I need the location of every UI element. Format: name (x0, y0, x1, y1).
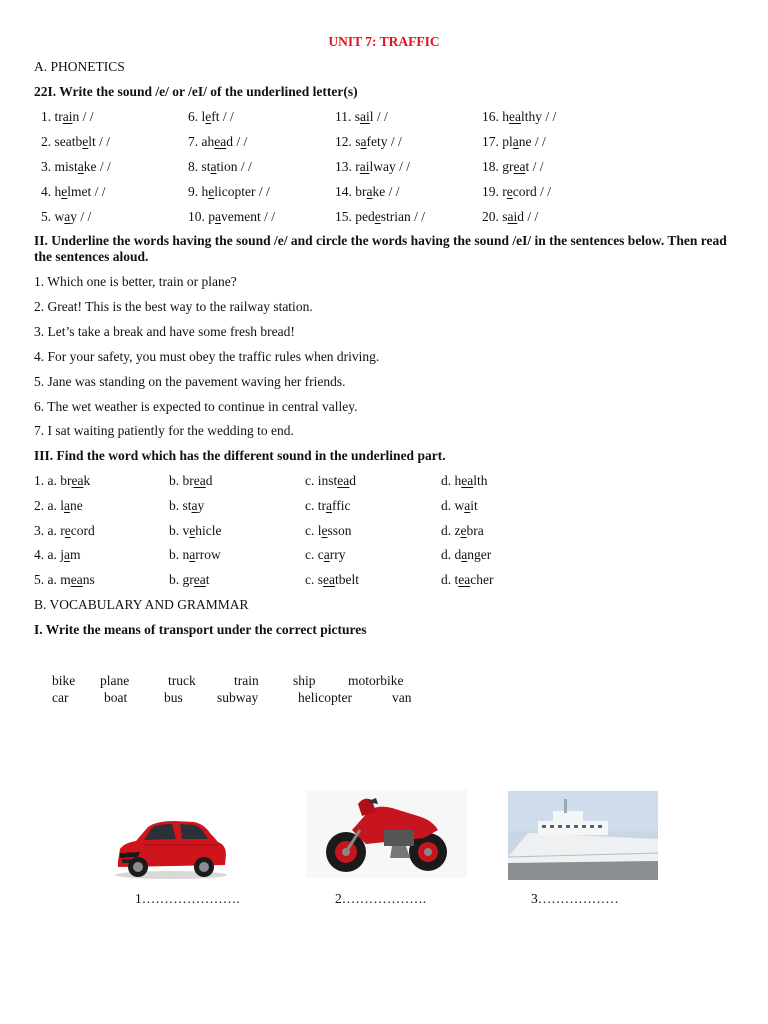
word-bank-item: bike (52, 673, 76, 688)
underlined-letters: ea (71, 473, 84, 488)
underlined-letters: e (460, 523, 467, 538)
phonetics-item: 7. ahead / / (188, 134, 248, 149)
underlined-letters: e (205, 109, 212, 124)
word-bank-item: boat (104, 690, 128, 705)
word-bank-item: motorbike (348, 673, 404, 688)
car-picture (110, 815, 232, 881)
underlined-letters: e (208, 184, 215, 199)
choice-option: 5. a. means (34, 572, 95, 587)
choice-option: b. vehicle (169, 523, 222, 538)
phonetics-item: 2. seatbelt / / (41, 134, 111, 149)
phonetics-item: 19. record / / (482, 184, 551, 199)
phonetics-item: 6. left / / (188, 109, 234, 124)
underlined-letters: ea (461, 473, 474, 488)
sentence: 2. Great! This is the best way to the railway station. (34, 299, 313, 314)
phonetics-item: 15. pedestrian / / (335, 209, 425, 224)
sentence: 4. For your safety, you must obey the traffic rules when driving. (34, 349, 380, 364)
phonetics-item: 10. pavement / / (188, 209, 275, 224)
underlined-letters: e (82, 134, 89, 149)
underlined-letters: a (366, 184, 373, 199)
underlined-letters: e (321, 523, 328, 538)
underlined-letters: e (61, 184, 68, 199)
underlined-letters: ea (337, 473, 350, 488)
underlined-letters: a (323, 547, 330, 562)
phonetics-item: 4. helmet / / (41, 184, 106, 199)
answer-blank-2[interactable]: 2………………. (335, 891, 427, 906)
underlined-letters: ea (193, 473, 206, 488)
exercise-2-instruction: II. Underline the words having the sound /e/ and circle the words having the sound /eI/ in the sentences below. Then read the sentences aloud. (34, 233, 727, 264)
underlined-letters: ai (360, 109, 370, 124)
choice-option: b. bread (169, 473, 213, 488)
section-b-heading: B. VOCABULARY AND GRAMMAR (34, 597, 249, 612)
phonetics-item: 3. mistake / / (41, 159, 111, 174)
choice-option: c. seatbelt (305, 572, 359, 587)
ship-picture (508, 791, 658, 880)
sentence: 3. Let’s take a break and have some fresh bread! (34, 324, 295, 339)
sentence: 5. Jane was standing on the pavement waving her friends. (34, 374, 346, 389)
choice-option: 1. a. break (34, 473, 91, 488)
answer-blank-3[interactable]: 3……………… (531, 891, 619, 906)
phonetics-item: 1. train / / (41, 109, 94, 124)
word-bank-item: train (234, 673, 259, 688)
phonetics-item: 16. healthy / / (482, 109, 557, 124)
choice-option: d. wait (441, 498, 478, 513)
underlined-letters: ea (193, 572, 206, 587)
word-bank-item: plane (100, 673, 130, 688)
choice-option: c. traffic (305, 498, 351, 513)
underlined-letters: a (210, 159, 217, 174)
choice-option: d. danger (441, 547, 492, 562)
underlined-letters: ai (507, 209, 518, 224)
exercise-4-instruction: I. Write the means of transport under the correct pictures (34, 622, 367, 637)
page-title: UNIT 7: TRAFFIC (328, 34, 440, 49)
word-bank-item: subway (217, 690, 259, 705)
choice-option: d. health (441, 473, 488, 488)
underlined-letters: a (191, 498, 198, 513)
choice-option: b. stay (169, 498, 205, 513)
underlined-letters: a (512, 134, 519, 149)
word-bank-item: car (52, 690, 69, 705)
sentence: 1. Which one is better, train or plane? (34, 274, 237, 289)
phonetics-item: 20. said / / (482, 209, 539, 224)
underlined-letters: e (374, 209, 381, 224)
choice-option: 3. a. record (34, 523, 95, 538)
section-a-heading: A. PHONETICS (34, 59, 125, 74)
choice-option: c. instead (305, 473, 356, 488)
word-bank-item: van (392, 690, 412, 705)
underlined-letters: ai (359, 159, 370, 174)
motorbike-picture (306, 790, 467, 878)
underlined-letters: ea (509, 109, 521, 124)
word-bank-item: helicopter (298, 690, 352, 705)
sentence: 6. The wet weather is expected to continue in central valley. (34, 399, 358, 414)
underlined-letters: ea (214, 134, 227, 149)
word-bank-item: ship (293, 673, 316, 688)
underlined-letters: a (215, 209, 221, 224)
underlined-letters: e (64, 523, 71, 538)
choice-option: d. zebra (441, 523, 484, 538)
choice-option: 2. a. lane (34, 498, 83, 513)
underlined-letters: a (189, 547, 196, 562)
exercise-1-instruction: 22I. Write the sound /e/ or /eI/ of the underlined letter(s) (34, 84, 358, 99)
underlined-letters: ai (62, 109, 73, 124)
underlined-letters: e (506, 184, 513, 199)
phonetics-item: 13. railway / / (335, 159, 410, 174)
phonetics-item: 11. sail / / (335, 109, 388, 124)
phonetics-item: 12. safety / / (335, 134, 402, 149)
underlined-letters: a (326, 498, 332, 513)
underlined-letters: a (64, 498, 70, 513)
underlined-letters: ea (323, 572, 335, 587)
underlined-letters: a (64, 547, 70, 562)
underlined-letters: a (464, 498, 471, 513)
underlined-letters: a (77, 159, 84, 174)
choice-option: b. narrow (169, 547, 221, 562)
exercise-3-instruction: III. Find the word which has the different sound in the underlined part. (34, 448, 446, 463)
word-bank-item: bus (164, 690, 183, 705)
word-bank-item: truck (168, 673, 196, 688)
phonetics-item: 5. way / / (41, 209, 92, 224)
underlined-letters: a (64, 209, 71, 224)
choice-option: d. teacher (441, 572, 494, 587)
underlined-letters: ea (513, 159, 526, 174)
underlined-letters: ea (70, 572, 83, 587)
underlined-letters: a (360, 134, 367, 149)
choice-option: c. lesson (305, 523, 352, 538)
phonetics-item: 14. brake / / (335, 184, 400, 199)
choice-option: b. great (169, 572, 210, 587)
choice-option: c. carry (305, 547, 346, 562)
sentence: 7. I sat waiting patiently for the wedding to end. (34, 423, 294, 438)
underlined-letters: ea (458, 572, 471, 587)
phonetics-item: 17. plane / / (482, 134, 546, 149)
phonetics-item: 18. great / / (482, 159, 544, 174)
phonetics-item: 8. station / / (188, 159, 252, 174)
phonetics-item: 9. helicopter / / (188, 184, 270, 199)
underlined-letters: a (461, 547, 468, 562)
answer-blank-1[interactable]: 1…………………. (135, 891, 240, 906)
underlined-letters: e (189, 523, 196, 538)
choice-option: 4. a. jam (34, 547, 81, 562)
